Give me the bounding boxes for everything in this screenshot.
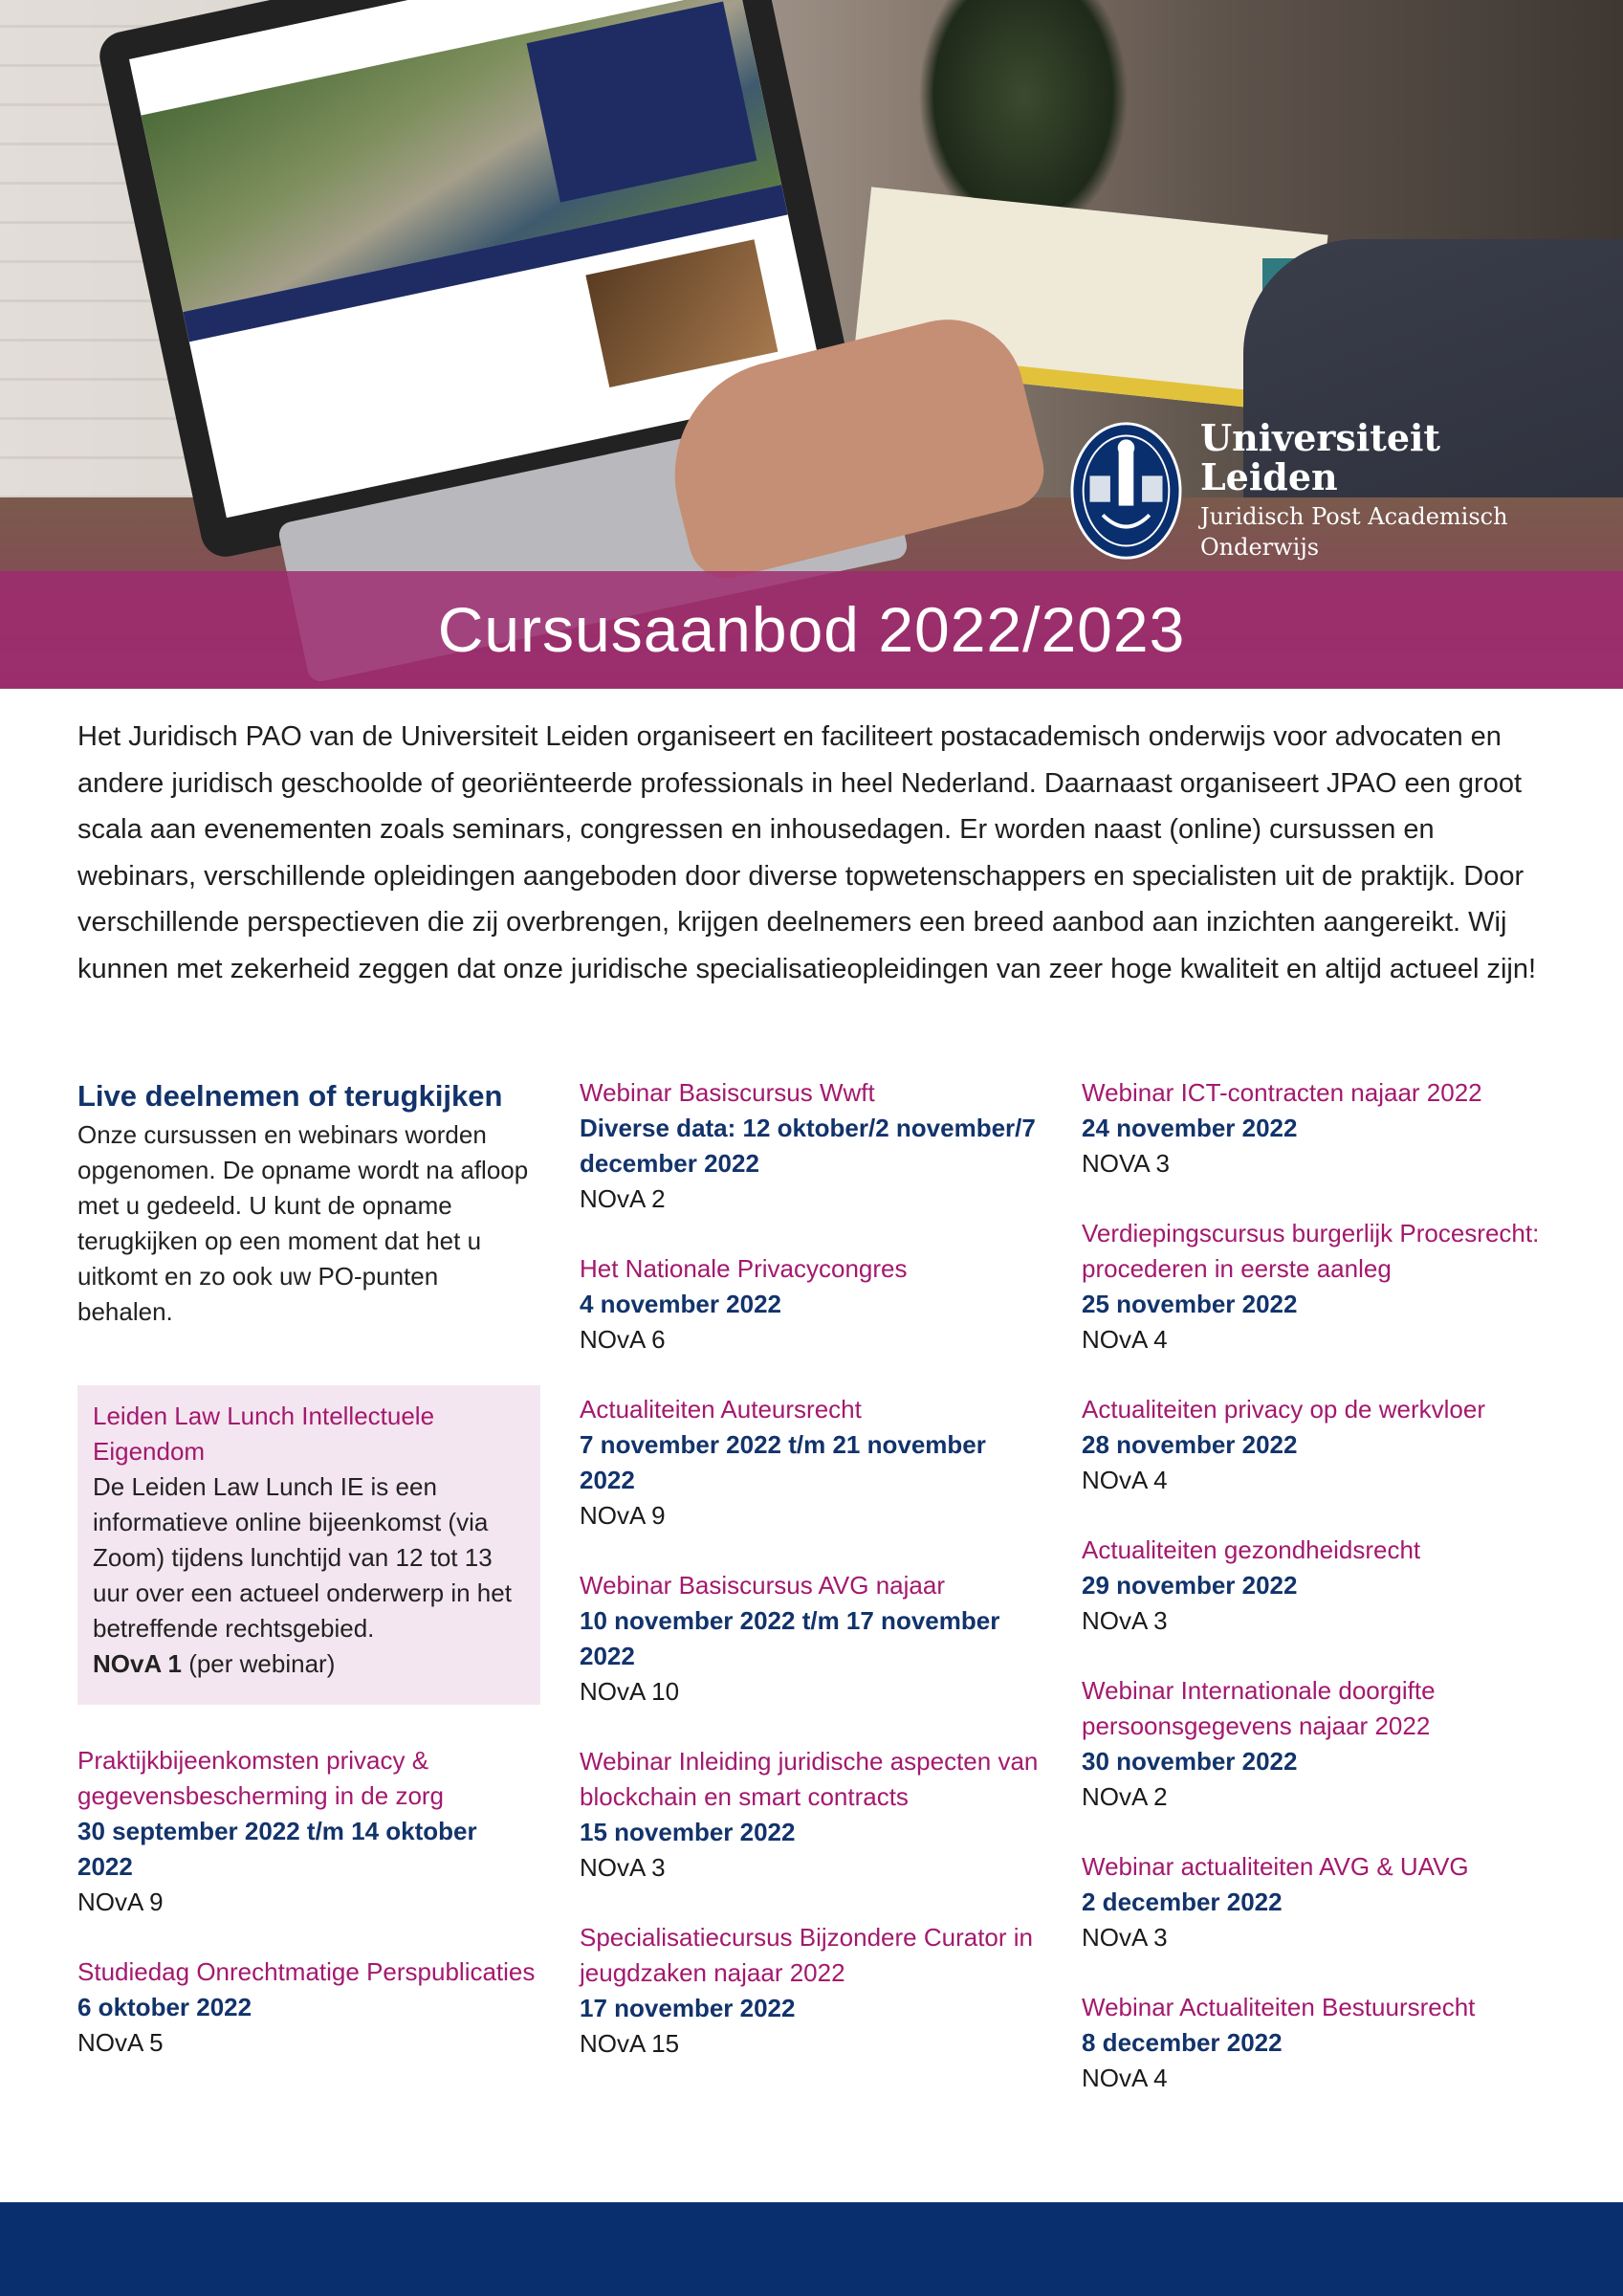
- university-logo: [1069, 416, 1623, 563]
- course-date: 29 november 2022: [1082, 1571, 1298, 1600]
- course-nova: NOvA 4: [1082, 1466, 1168, 1494]
- title-band: [0, 571, 1623, 688]
- course-date: 15 november 2022: [580, 1818, 796, 1846]
- course-nova: NOvA 3: [1082, 1923, 1168, 1952]
- course-date: 30 november 2022: [1082, 1747, 1298, 1776]
- course-item: [77, 1954, 537, 2061]
- course-nova: NOvA 3: [1082, 1606, 1168, 1635]
- course-nova: NOvA 9: [77, 1888, 164, 1916]
- course-nova: NOVA 3: [1082, 1149, 1171, 1178]
- course-title: Webinar actualiteiten AVG & UAVG: [1082, 1852, 1469, 1881]
- course-date: 2 december 2022: [1082, 1888, 1283, 1916]
- course-title: Webinar Basiscursus AVG najaar: [580, 1571, 945, 1600]
- course-date: 8 december 2022: [1082, 2028, 1283, 2057]
- footer-band: [0, 2202, 1623, 2296]
- course-item: [1082, 1392, 1541, 1498]
- course-title: Verdiepingscursus burgerlijk Procesrecht: procederen in eerste aanleg: [1082, 1219, 1540, 1283]
- course-title: Actualiteiten gezondheidsrecht: [1082, 1535, 1421, 1564]
- course-nova: NOvA 5: [77, 2028, 164, 2057]
- course-item: [580, 1920, 1039, 2062]
- course-item: [580, 1744, 1039, 1886]
- lunch-nova-points: NOvA 1: [93, 1649, 182, 1678]
- course-nova: NOvA 3: [580, 1853, 666, 1882]
- column-1: [77, 1075, 537, 2095]
- course-title: Webinar Basiscursus Wwft: [580, 1078, 875, 1107]
- course-item: [1082, 1849, 1541, 1955]
- course-item: [1082, 1533, 1541, 1639]
- course-title: Webinar Internationale doorgifte persoonsgegevens najaar 2022: [1082, 1676, 1436, 1740]
- logo-line-2: Leiden: [1199, 455, 1338, 498]
- lunch-title: Leiden Law Lunch Intellectuele Eigendom: [93, 1402, 435, 1466]
- logo-line-1: Universiteit: [1199, 416, 1440, 459]
- course-item: [580, 1392, 1039, 1534]
- lunch-nova-suffix: (per webinar): [181, 1649, 336, 1678]
- course-date: 10 november 2022 t/m 17 november 2022: [580, 1606, 1000, 1670]
- course-title: Actualiteiten Auteursrecht: [580, 1395, 862, 1424]
- course-item: [1082, 1673, 1541, 1815]
- lunch-box: [77, 1385, 540, 1705]
- course-title: Webinar Inleiding juridische aspecten van blockchain en smart contracts: [580, 1747, 1039, 1811]
- course-item: [580, 1568, 1039, 1710]
- page-title: Cursusaanbod 2022/2023: [437, 594, 1186, 665]
- course-nova: NOvA 6: [580, 1325, 666, 1354]
- live-text: Onze cursussen en webinars worden opgenomen. De opname wordt na afloop met u gedeeld. U kunt de opname terugkijken op een moment dat het u uitkomt en zo ook uw PO-punten behalen.: [77, 1120, 529, 1326]
- course-item: [1082, 1216, 1541, 1358]
- course-date: 25 november 2022: [1082, 1290, 1298, 1318]
- course-nova: NOvA 4: [1082, 2064, 1168, 2092]
- course-title: Actualiteiten privacy op de werkvloer: [1082, 1395, 1485, 1424]
- screen-thumbnail: [585, 239, 778, 387]
- course-item: [1082, 1990, 1541, 2096]
- course-item: [580, 1251, 1039, 1358]
- course-date: 7 november 2022 t/m 21 november 2022: [580, 1430, 986, 1494]
- course-date: 4 november 2022: [580, 1290, 782, 1318]
- course-date: 28 november 2022: [1082, 1430, 1298, 1459]
- course-item: [77, 1743, 537, 1920]
- university-seal-icon: [1069, 420, 1183, 562]
- course-date: 24 november 2022: [1082, 1114, 1298, 1142]
- course-item: [580, 1075, 1039, 1217]
- course-title: Het Nationale Privacycongres: [580, 1254, 908, 1283]
- course-date: 30 september 2022 t/m 14 oktober 2022: [77, 1817, 477, 1881]
- course-title: Studiedag Onrechtmatige Perspublicaties: [77, 1957, 536, 1986]
- course-date: 6 oktober 2022: [77, 1993, 252, 2021]
- lunch-nova: [93, 1646, 525, 1682]
- course-item: [1082, 1075, 1541, 1181]
- course-nova: NOvA 2: [1082, 1782, 1168, 1811]
- course-nova: NOvA 15: [580, 2029, 680, 2058]
- course-date: 17 november 2022: [580, 1994, 796, 2022]
- course-title: Webinar Actualiteiten Bestuursrecht: [1082, 1993, 1476, 2021]
- intro-paragraph: Het Juridisch PAO van de Universiteit Leiden organiseert en faciliteert postacademisch onderwijs voor advocaten en andere juridisch geschoolde of georiënteerde professionals in heel Nederland. Daarnaast organiseert JPAO een groot scala aan evenementen zoals seminars, congressen en inhousedagen. Er worden naast (online) cursussen en webinars, verschillende opleidingen aangeboden door diverse topwetenschappers en specialisten uit de praktijk. Door verschillende perspectieven die zij overbrengen, krijgen deelnemers een breed aanbod aan inzichten aangereikt. Wij kunnen met zekerheid zeggen dat onze juridische specialisatieopleidingen van zeer hoge kwaliteit en altijd actueel zijn!: [77, 721, 1537, 984]
- course-nova: NOvA 4: [1082, 1325, 1168, 1354]
- course-title: Praktijkbijeenkomsten privacy & gegevensbescherming in de zorg: [77, 1746, 445, 1810]
- course-title: Webinar ICT-contracten najaar 2022: [1082, 1078, 1482, 1107]
- course-nova: NOvA 9: [580, 1501, 666, 1530]
- live-section: [77, 1075, 537, 1330]
- course-date: Diverse data: 12 oktober/2 november/7 december 2022: [580, 1114, 1036, 1178]
- column-3: [1082, 1075, 1541, 2130]
- lunch-text: De Leiden Law Lunch IE is een informatieve online bijeenkomst (via Zoom) tijdens lunchtijd van 12 tot 13 uur over een actueel onderwerp in het betreffende rechtsgebied.: [93, 1472, 512, 1643]
- course-nova: NOvA 2: [580, 1184, 666, 1213]
- logo-line-3: Juridisch Post Academisch Onderwijs: [1199, 503, 1508, 561]
- course-nova: NOvA 10: [580, 1677, 680, 1706]
- course-title: Specialisatiecursus Bijzondere Curator in jeugdzaken najaar 2022: [580, 1923, 1034, 1987]
- live-heading: Live deelnemen of terugkijken: [77, 1079, 503, 1113]
- column-2: [580, 1075, 1039, 2096]
